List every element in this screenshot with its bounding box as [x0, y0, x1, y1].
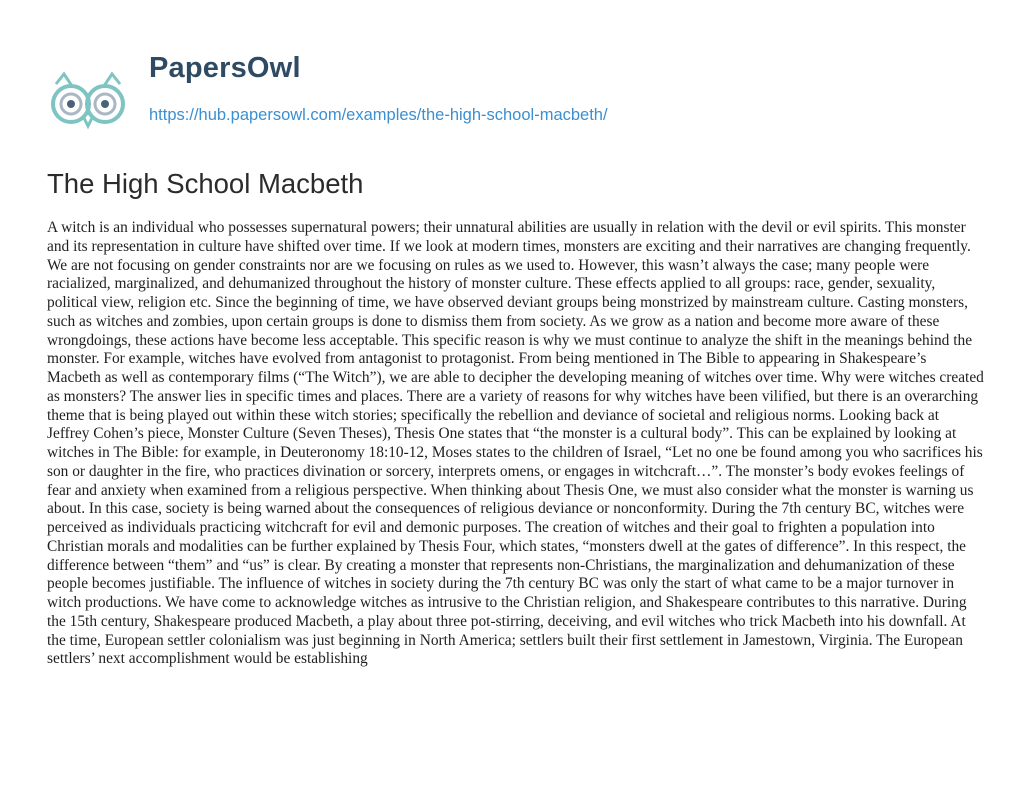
- source-url-link[interactable]: https://hub.papersowl.com/examples/the-high-school-macbeth/: [149, 106, 608, 124]
- brand-name[interactable]: PapersOwl: [149, 52, 301, 84]
- document-title: The High School Macbeth: [47, 168, 364, 199]
- site-header: [48, 50, 988, 140]
- logo-graphic: [48, 66, 128, 146]
- owl-eyes-icon[interactable]: [48, 66, 128, 146]
- document-body: A witch is an individual who possesses supernatural powers; their unnatural abilities are usually in relation with the devil or evil spirits. This monster and its representation in culture have shifted over time. If we look at modern times, monsters are exciting and their narratives are changing frequently. We are not focusing on gender constraints nor are we focusing on rules as we used to. However, this wasn’t always the case; many people were racialized, marginalized, and dehumanized throughout the history of monster culture. These effects applied to all groups: race, gender, sexuality, political view, religion etc. Since the beginning of time, we have observed deviant groups being monstrized by mainstream culture. Casting monsters, such as witches and zombies, upon certain groups is done to dismiss them from society. As we grow as a nation and become more aware of these wrongdoings, these actions have become less acceptable. This specific reason is why we must continue to analyze the shift in the meanings behind the monster. For example, witches have evolved from antagonist to protagonist. From being mentioned in The Bible to appearing in Shakespeare’s Macbeth as well as contemporary films (“The Witch”), we are able to decipher the developing meaning of witches over time. Why were witches created as monsters? The answer lies in specific times and places. There are a variety of reasons for why witches have been vilified, but there is an overarching theme that is being played out within these witch stories; specifically the rebellion and deviance of societal and religious norms. Looking back at Jeffrey Cohen’s piece, Monster Culture (Seven Theses), Thesis One states that “the monster is a cultural body”. This can be explained by looking at witches in The Bible: for example, in Deuteronomy 18:10-12, Moses states to the children of Israel, “Let no one be found among you who sacrifices his son or daughter in the fire, who practices divination or sorcery, interprets omens, or engages in witchcraft…”. The monster’s body evokes feelings of fear and anxiety when examined from a religious perspective. When thinking about Thesis One, we must also consider what the monster is warning us about. In this case, society is being warned about the consequences of religious deviance or nonconformity. During the 7th century BC, witches were perceived as individuals practicing witchcraft for evil and demonic purposes. The creation of witches and their goal to frighten a population into Christian morals and modalities can be further explained by Thesis Four, which states, “monsters dwell at the gates of difference”. In this respect, the difference between “them” and “us” is clear. By creating a monster that represents non-Christians, the marginalization and dehumanization of these people becomes justifiable. The influence of witches in society during the 7th century BC was only the start of what came to be a major turnover in witch productions. We have come to acknowledge witches as intrusive to the Christian religion, and Shakespeare contributes to this narrative. During the 15th century, Shakespeare produced Macbeth, a play about three pot-stirring, deceiving, and evil witches who trick Macbeth into his downfall. At the time, European settler colonialism was just beginning in North America; settlers built their first settlement in Jamestown, Virginia. The European settlers’ next accomplishment would be establishing: [47, 219, 984, 668]
